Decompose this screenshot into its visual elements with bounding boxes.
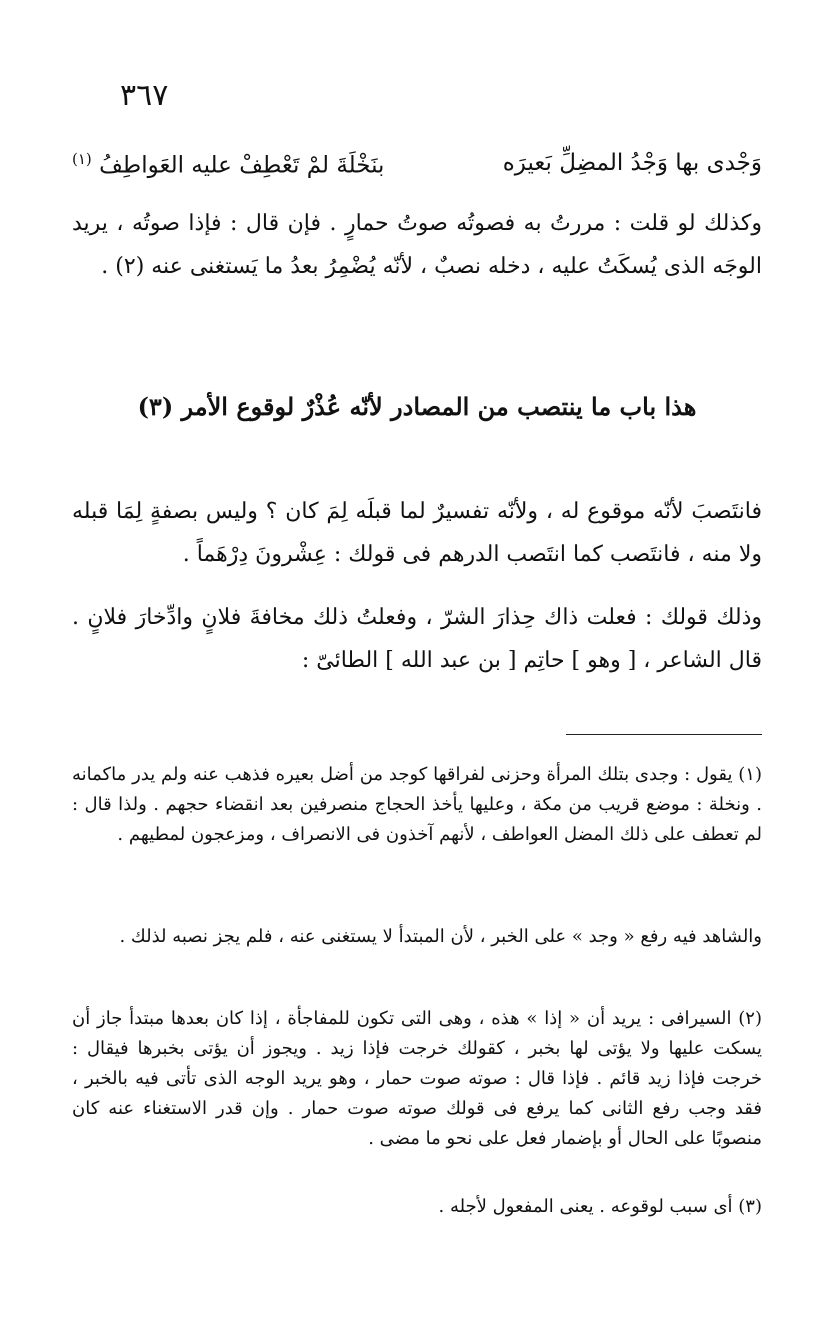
paragraph-2: فانتَصبَ لأنّه موقوع له ، ولأنّه تفسيرٌ لما قبلَه لِمَ كان ؟ وليس بصفةٍ لِمَا قبله ولا منه ، فانتَصب كما انتَصب الدرهم فى قولك : عِشْرونَ دِرْهَماً .: [72, 499, 762, 567]
footnote-divider: [566, 734, 762, 735]
paragraph-3: وذلك قولك : فعلت ذاك حِذارَ الشرّ ، وفعلتُ ذلك مخافةَ فلانٍ وادِّخارَ فلانٍ . قال الشاعر ، [ وهو ] حاتِم [ بن عبد الله ] الطائىّ :: [72, 605, 762, 673]
section-heading: هذا باب ما ينتصب من المصادر لأنّه عُذْرٌ لوقوع الأمر (٣): [137, 392, 697, 421]
poem-verse: [72, 150, 762, 190]
verse-hemistich-second: [72, 150, 384, 179]
footnote-1-continuation: والشاهد فيه رفع « وجد » على الخبر ، لأن المبتدأ لا يستغنى عنه ، فلم يجز نصبه لذلك .: [119, 926, 762, 947]
verse-hemistich-first: وَجْدى بها وَجْدُ المضِلِّ بَعيرَه: [502, 150, 762, 176]
page-number: ٣٦٧: [120, 78, 169, 113]
footnote-ref-1: (١): [72, 150, 92, 168]
verse-hemistich-second-text: بنَخْلَةَ لمْ تَعْطِفْ عليه العَواطِفُ: [99, 152, 385, 179]
footnote-2: (٢) السيرافى : يريد أن « إذا » هذه ، وهى التى تكون للمفاجأة ، إذا كان بعدها مبتدأ جاز أن يسكت عليها ولا يؤتى لها بخبر ، كقولك خرجت فإذا زيد . ويجوز أن يؤتى بخبرها فيقال : خرجت فإذا زيد قائم . فإذا قال : صوته صوت حمار ، وهو يريد الوجه الذى تأتى فيه بالخبر ، فقد وجب رفع الثانى كما يرفع فى قولك صوته صوت حمار . وإن قدر الاستغناء عنه كان منصوبًا على الحال أو بإضمار فعل على نحو ما مضى .: [72, 1008, 762, 1149]
footnote-1: (١) يقول : وجدى بتلك المرأة وحزنى لفراقها كوجد من أضل بعيره فذهب عنه ولم يدر ماكمانه . ونخلة : موضع قريب من مكة ، وعليها يأخذ الحجاج منصرفين بعد انقضاء حجهم . ولذا قال : لم تعطف على ذلك المضل العواطف ، لأنهم آخذون فى الانصراف ، ومزعجون لمطيهم .: [72, 764, 762, 845]
paragraph-1: وكذلك لو قلت : مررتُ به فصوتُه صوتُ حمارٍ . فإن قال : فإذا صوتُه ، يريد الوجَه الذى يُسكَتُ عليه ، دخله نصبٌ ، لأنّه يُضْمِرُ بعدُ ما يَستغنى عنه (٢) .: [72, 211, 762, 279]
footnote-3: (٣) أى سبب لوقوعه . يعنى المفعول لأجله .: [438, 1196, 762, 1217]
